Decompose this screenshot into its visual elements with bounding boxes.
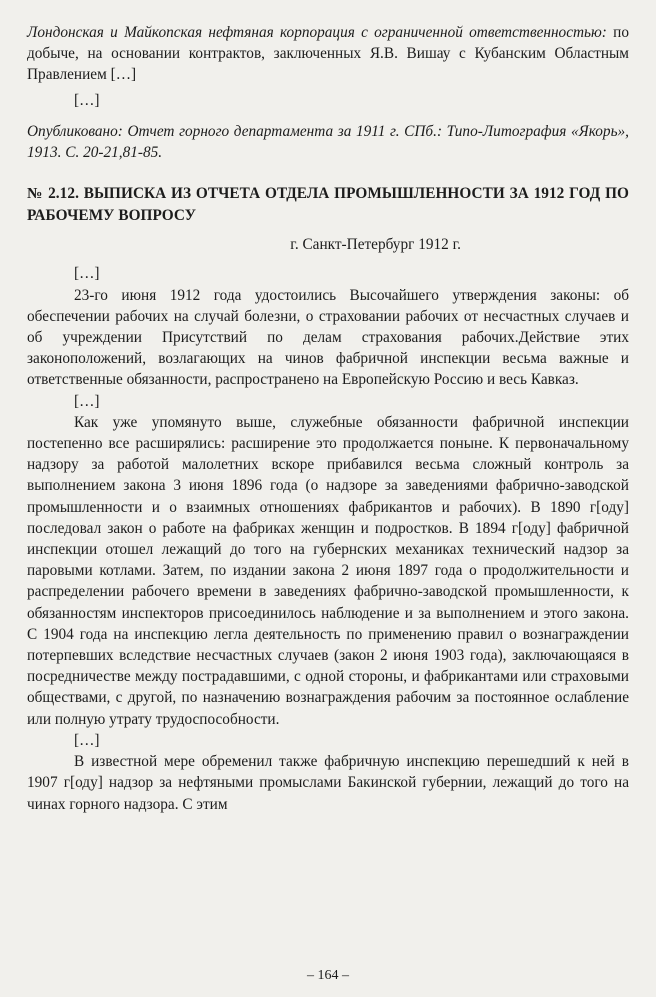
intro-paragraph [27,22,629,86]
ellipsis-2: […] [74,392,100,410]
published-note: Опубликовано: Отчет горного департамента за 1911 г. СПб.: Типо-Литография «Якорь», 1913. С. 20-21,81-85. [27,122,629,162]
ellipsis-3: […] [74,731,100,749]
intro-ellipsis: […] [74,91,100,109]
page-number: – 164 – [307,968,349,983]
section-heading: № 2.12. ВЫПИСКА ИЗ ОТЧЕТА ОТДЕЛА ПРОМЫШЛЕННОСТИ ЗА 1912 ГОД ПО РАБОЧЕМУ ВОПРОСУ [27,185,629,224]
paragraph-2: Как уже упомянуто выше, служебные обязанности фабричной инспекции постепенно все расширялись: расширение это продолжается поныне. К первоначальному надзору за работой малолетних вскоре прибавился весьма сложный контроль за выполнением закона 3 июня 1896 года (о надзоре за заведениями фабрично-заводской промышленности и о взаимных отношениях фабрикантов и рабочих). В 1890 г[оду] последовал закон о работе на фабриках женщин и подростков. В 1894 г[оду] фабричной инспекции отошел лежащий до того на губернских механиках технический надзор за паровыми котлами. Затем, по издании закона 2 июня 1897 года о продолжительности и распределении рабочего времени в заведениях фабрично-заводской промышленности, к обязанностям инспекторов присоединилось наблюдение и за выполнением и этого закона. С 1904 года на инспекцию легла деятельность по применению правил о вознаграждении потерпевших вследствие несчастных случаев (закон 2 июня 1903 года), заключающаяся в посредничестве между пострадавшими, с одной стороны, и фабрикантами или страховыми обществами, с другой, по назначению вознаграждения рабочим за постоянное ослабление или полную утрату трудоспособности. [27,413,629,728]
intro-italic-text: Лондонская и Майкопская нефтяная корпорация с ограниченной ответственностью: [27,24,607,41]
ellipsis-1: […] [74,265,100,283]
paragraph-1: 23-го июня 1912 года удостоились Высочайшего утверждения законы: об обеспечении рабочих на случай болезни, о страховании рабочих от несчастных случаев и об учреждении Присутствий по делам страхования рабочих.Действие этих законоположений, возлагающих на чинов фабричной инспекции весьма важные и ответственные обязанности, распространено на Европейскую Россию и весь Кавказ. [27,286,629,389]
paragraph-3: В известной мере обременил также фабричную инспекцию перешедший к ней в 1907 г[оду] надзор за нефтяными промыслами Бакинской губернии, лежащий до того на чинах горного надзора. С этим [27,753,629,813]
place-date: г. Санкт-Петербург 1912 г. [290,236,461,254]
intro-text: по добыче, на основании контрактов, заключенных Я.В. Вишау с Кубанским Областным Правлением […] [27,24,629,84]
page-content [27,22,629,815]
